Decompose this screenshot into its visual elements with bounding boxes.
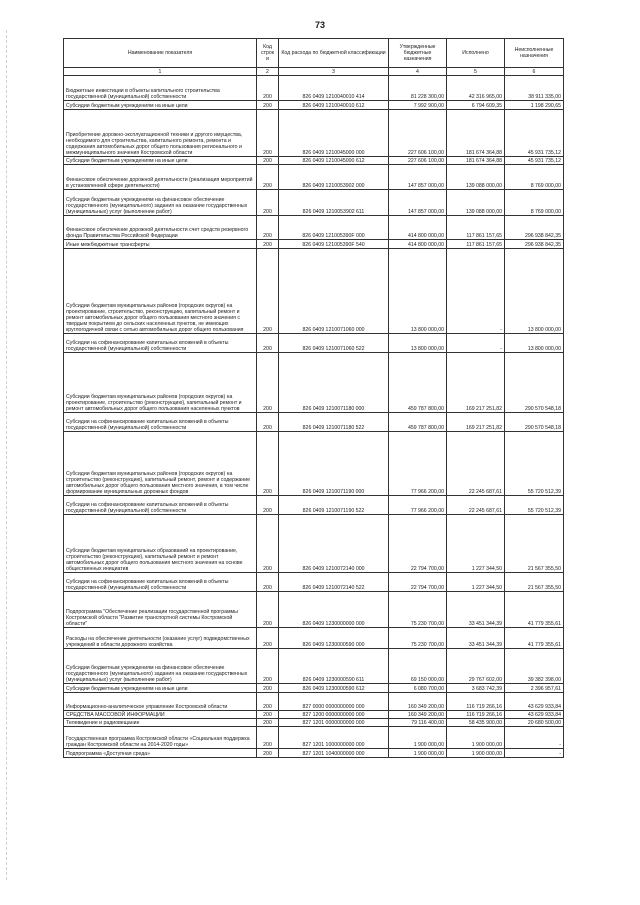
table-cell-budget-code: 826 0409 1210040010 414 [279,76,389,101]
table-cell-row-code: 200 [257,628,279,649]
table-cell-executed: 169 217 251,82 [447,413,505,432]
table-cell-unexecuted: 55 720 512,39 [505,496,564,515]
table-cell-name: Финансовое обеспечение дорожной деятельности (реализация мероприятий в установленной сфере деятельности) [64,165,257,190]
table-cell-executed: 58 435 900,00 [447,719,505,727]
table-row [64,628,564,649]
table-cell-row-code: 200 [257,684,279,693]
table-row [64,693,564,711]
table-cell-name: Государственная программа Костромской области «Социальная поддержка граждан Костромской области на 2014-2020 годы» [64,727,257,749]
table-cell-budget-code: 826 0409 121005390F 000 [279,216,389,240]
table-cell-approved: 22 794 700,00 [389,573,447,592]
table-cell-unexecuted: 41 779 355,61 [505,628,564,649]
table-row [64,711,564,719]
table-cell-approved: 147 857 000,00 [389,190,447,216]
table-cell-row-code: 200 [257,413,279,432]
column-index: 1 [64,68,257,76]
table-row [64,727,564,749]
table-cell-name: Субсидии бюджетам муниципальных районов (городских округов) на проектирование, строительство (реконструкцию), капитальный ремонт и ремонт автомобильных дорог общего пользования населенных пунктов [64,353,257,413]
table-cell-budget-code: 826 0409 1210071180 000 [279,353,389,413]
table-cell-budget-code: 826 0409 1210071190 000 [279,432,389,496]
table-cell-row-code: 200 [257,334,279,353]
table-cell-row-code: 200 [257,496,279,515]
table-row [64,110,564,157]
table-cell-name: Субсидии бюджетным учреждениям на иные цели [64,101,257,110]
table-cell-approved: 227 606 100,00 [389,110,447,157]
table-cell-row-code: 200 [257,515,279,573]
table-cell-name: Субсидии бюджетам муниципальных районов (городских округов) на проектирование, строительство, реконструкцию, капитальный ремонт и ремонт автомобильных дорог общего пользования местного значения с твердым покрытием до сельских населенных пунктов, не имеющих круглогодичной связи с сетью автомобильных дорог общего пользования [64,249,257,334]
table-cell-approved: 1 900 000,00 [389,749,447,758]
table-row [64,165,564,190]
table-cell-executed: 1 900 000,00 [447,749,505,758]
table-cell-approved: 414 800 000,00 [389,216,447,240]
table-cell-name: Приобретение дорожно-эксплуатационной техники и другого имущества, необходимого для строительства, капитального ремонта, ремонта и содержания автомобильных дорог общего пользования регионального и межмуниципального значения Костромской области [64,110,257,157]
table-cell-unexecuted: 38 911 335,00 [505,76,564,101]
table-cell-unexecuted: 55 720 512,39 [505,432,564,496]
table-cell-row-code: 200 [257,353,279,413]
table-header-row [64,39,564,68]
table-cell-budget-code: 827 1200 0000000000 000 [279,711,389,719]
table-cell-approved: 459 787 800,00 [389,353,447,413]
table-cell-name: Субсидии бюджетным учреждениям на иные цели [64,684,257,693]
table-cell-approved: 75 230 700,00 [389,628,447,649]
table-cell-budget-code: 827 0000 0000000000 000 [279,693,389,711]
table-cell-row-code: 200 [257,110,279,157]
table-cell-budget-code: 826 0409 1230000590 611 [279,649,389,684]
table-cell-name: Подпрограмма "Обеспечение реализации государственной программы Костромской области "Развитие транспортной системы Костромской области" [64,592,257,628]
table-cell-row-code: 200 [257,711,279,719]
table-cell-name: Субсидии на софинансирование капитальных вложений в объекты государственной (муниципальной) собственности [64,334,257,353]
table-cell-budget-code: 826 0409 1210071060 522 [279,334,389,353]
header-row-code: Код строк и [257,39,279,68]
table-cell-name: Финансовое обеспечение дорожной деятельности счет средств резервного фонда Правительства Российской Федерации [64,216,257,240]
table-cell-approved: 13 800 000,00 [389,249,447,334]
table-cell-budget-code: 826 0409 1210053902 611 [279,190,389,216]
table-row [64,101,564,110]
table-row [64,157,564,165]
header-approved: Утвержденные бюджетные назначения [389,39,447,68]
table-cell-row-code: 200 [257,157,279,165]
table-cell-name: СРЕДСТВА МАССОВОЙ ИНФОРМАЦИИ [64,711,257,719]
table-cell-approved: 7 992 900,00 [389,101,447,110]
table-cell-budget-code: 827 1201 1000000000 000 [279,727,389,749]
table-cell-budget-code: 826 0409 1210072140 522 [279,573,389,592]
table-cell-approved: 22 794 700,00 [389,515,447,573]
table-cell-budget-code: 826 0409 1210071060 000 [279,249,389,334]
header-unexecuted: Неисполненные назначения [505,39,564,68]
table-cell-approved: 160 349 200,00 [389,711,447,719]
table-cell-executed: 181 674 364,88 [447,110,505,157]
table-cell-executed: 6 794 609,35 [447,101,505,110]
table-cell-executed: 33 451 344,39 [447,592,505,628]
table-cell-budget-code: 826 0409 1210045000 000 [279,110,389,157]
table-cell-unexecuted: 290 570 548,18 [505,353,564,413]
header-executed: Исполнено [447,39,505,68]
table-cell-unexecuted: 2 396 957,61 [505,684,564,693]
table-cell-executed: - [447,334,505,353]
table-row [64,496,564,515]
table-row [64,334,564,353]
table-cell-executed: 42 316 965,00 [447,76,505,101]
table-row [64,413,564,432]
table-row [64,240,564,249]
table-cell-approved: 147 857 000,00 [389,165,447,190]
table-cell-row-code: 200 [257,592,279,628]
table-cell-executed: 169 217 251,82 [447,353,505,413]
table-cell-executed: 3 683 742,39 [447,684,505,693]
table-row [64,76,564,101]
table-cell-executed: 1 227 344,50 [447,573,505,592]
table-cell-executed: 116 719 266,16 [447,711,505,719]
table-row [64,249,564,334]
table-cell-unexecuted: 13 800 000,00 [505,249,564,334]
table-cell-budget-code: 826 0409 1210071180 522 [279,413,389,432]
table-row [64,684,564,693]
table-body [64,76,564,758]
table-cell-row-code: 200 [257,693,279,711]
table-cell-budget-code: 826 0409 1230000590 000 [279,628,389,649]
table-cell-approved: 160 349 200,00 [389,693,447,711]
table-row [64,592,564,628]
table-cell-approved: 75 230 700,00 [389,592,447,628]
table-cell-unexecuted: 296 938 842,35 [505,240,564,249]
table-cell-executed: 33 451 344,39 [447,628,505,649]
table-cell-row-code: 200 [257,190,279,216]
table-cell-unexecuted: 20 680 500,00 [505,719,564,727]
column-index: 5 [447,68,505,76]
table-cell-budget-code: 826 0409 1210040010 612 [279,101,389,110]
page-number: 73 [314,20,325,30]
table-cell-name: Информационно-аналитическое управление Костромской области [64,693,257,711]
table-cell-row-code: 200 [257,165,279,190]
table-row [64,216,564,240]
table-cell-unexecuted: 45 931 735,12 [505,110,564,157]
budget-execution-table [63,38,564,758]
table-cell-unexecuted: 13 800 000,00 [505,334,564,353]
table-cell-name: Субсидии на софинансирование капитальных вложений в объекты государственной (муниципальной) собственности [64,573,257,592]
table-cell-row-code: 200 [257,649,279,684]
table-cell-unexecuted: 296 938 842,35 [505,216,564,240]
table-cell-unexecuted: 21 567 355,50 [505,573,564,592]
table-cell-approved: 81 228 300,00 [389,76,447,101]
table-cell-row-code: 200 [257,216,279,240]
table-cell-budget-code: 826 0409 1230000590 612 [279,684,389,693]
table-cell-budget-code: 826 0409 1210045000 612 [279,157,389,165]
table-row [64,573,564,592]
table-cell-approved: 77 966 200,00 [389,496,447,515]
table-row [64,432,564,496]
header-name: Наименование показателя [64,39,257,68]
table-cell-unexecuted: 43 629 933,84 [505,711,564,719]
table-cell-name: Субсидии на софинансирование капитальных вложений в объекты государственной (муниципальной) собственности [64,496,257,515]
table-cell-unexecuted: - [505,727,564,749]
table-cell-row-code: 200 [257,101,279,110]
table-cell-row-code: 200 [257,432,279,496]
page-margin-line [6,30,7,880]
table-row [64,649,564,684]
table-cell-name: Субсидии на софинансирование капитальных вложений в объекты государственной (муниципальной) собственности [64,413,257,432]
table-cell-approved: 6 080 700,00 [389,684,447,693]
table-cell-approved: 1 900 000,00 [389,727,447,749]
table-cell-budget-code: 826 0409 121005390F 540 [279,240,389,249]
table-row [64,749,564,758]
table-cell-approved: 77 966 200,00 [389,432,447,496]
table-cell-name: Субсидии бюджетным учреждениям на финансовое обеспечение государственного (муниципального) задания на оказание государственных (муниципальных) услуг (выполнение работ) [64,190,257,216]
table-cell-executed: 22 245 687,61 [447,496,505,515]
table-cell-executed: 1 900 000,00 [447,727,505,749]
table-row [64,353,564,413]
table-cell-budget-code: 826 0409 1210071190 522 [279,496,389,515]
table-cell-name: Субсидии бюджетным учреждениям на иные цели [64,157,257,165]
table-cell-name: Бюджетные инвестиции в объекты капитального строительства государственной (муниципальной) собственности [64,76,257,101]
table-cell-approved: 79 116 400,00 [389,719,447,727]
table-cell-name: Иные межбюджетные трансферты [64,240,257,249]
table-cell-approved: 69 150 000,00 [389,649,447,684]
table-cell-row-code: 200 [257,249,279,334]
table-cell-row-code: 200 [257,76,279,101]
table-cell-unexecuted: 290 570 548,18 [505,413,564,432]
column-index: 6 [505,68,564,76]
table-cell-unexecuted: 1 198 290,65 [505,101,564,110]
table-cell-budget-code: 827 1201 1040000000 000 [279,749,389,758]
header-budget-code: Код расхода по бюджетной классификации [279,39,389,68]
column-index: 2 [257,68,279,76]
table-cell-name: Телевидение и радиовещание [64,719,257,727]
table-cell-executed: - [447,249,505,334]
table-cell-approved: 414 800 000,00 [389,240,447,249]
table-cell-unexecuted: 8 769 000,00 [505,190,564,216]
table-cell-unexecuted: 39 382 398,00 [505,649,564,684]
table-cell-approved: 227 606 100,00 [389,157,447,165]
table-cell-budget-code: 827 1201 0000000000 000 [279,719,389,727]
table-cell-name: Субсидии бюджетным учреждениям на финансовое обеспечение государственного (муниципального) задания на оказание государственных (муниципальных) услуг (выполнение работ) [64,649,257,684]
table-cell-name: Субсидии бюджетам муниципальных районов (городских округов) на строительство (реконструкцию), капитальный ремонт, ремонт и содержание автомобильных дорог общего пользования местного значения, в том числе формирование муниципальных дорожных фондов [64,432,257,496]
table-cell-unexecuted: 45 931 735,12 [505,157,564,165]
table-row [64,515,564,573]
column-index: 4 [389,68,447,76]
column-index-row [64,68,564,76]
table-cell-unexecuted: 41 779 355,61 [505,592,564,628]
table-cell-unexecuted: 43 629 933,84 [505,693,564,711]
table-cell-executed: 22 245 687,61 [447,432,505,496]
table-cell-budget-code: 826 0409 1210053902 000 [279,165,389,190]
table-cell-executed: 116 719 266,16 [447,693,505,711]
table-cell-row-code: 200 [257,727,279,749]
table-cell-row-code: 200 [257,719,279,727]
table-cell-unexecuted: 8 769 000,00 [505,165,564,190]
table-cell-name: Субсидии бюджетам муниципальных образований на проектирование, строительство (реконструкцию), капитальный ремонт и ремонт автомобильных дорог общего пользования местного значения на основе общественных инициатив [64,515,257,573]
table-cell-executed: 139 088 000,00 [447,190,505,216]
table-row [64,190,564,216]
table-cell-approved: 13 800 000,00 [389,334,447,353]
table-cell-unexecuted: 21 567 355,50 [505,515,564,573]
column-index: 3 [279,68,389,76]
table-cell-executed: 139 088 000,00 [447,165,505,190]
table-cell-executed: 181 674 364,88 [447,157,505,165]
table-cell-row-code: 200 [257,749,279,758]
table-cell-approved: 459 787 800,00 [389,413,447,432]
table-cell-row-code: 200 [257,240,279,249]
table-cell-executed: 1 227 344,50 [447,515,505,573]
table-cell-executed: 29 767 602,00 [447,649,505,684]
table-cell-budget-code: 826 0409 1210072140 000 [279,515,389,573]
table-cell-executed: 117 861 157,65 [447,216,505,240]
table-cell-row-code: 200 [257,573,279,592]
table-cell-name: Расходы на обеспечение деятельности (оказание услуг) подведомственных учреждений в области дорожного хозяйства [64,628,257,649]
table-cell-budget-code: 826 0409 1230000000 000 [279,592,389,628]
table-cell-unexecuted: - [505,749,564,758]
table-row [64,719,564,727]
table-cell-executed: 117 861 157,65 [447,240,505,249]
table-cell-name: Подпрограмма «Доступная среда» [64,749,257,758]
